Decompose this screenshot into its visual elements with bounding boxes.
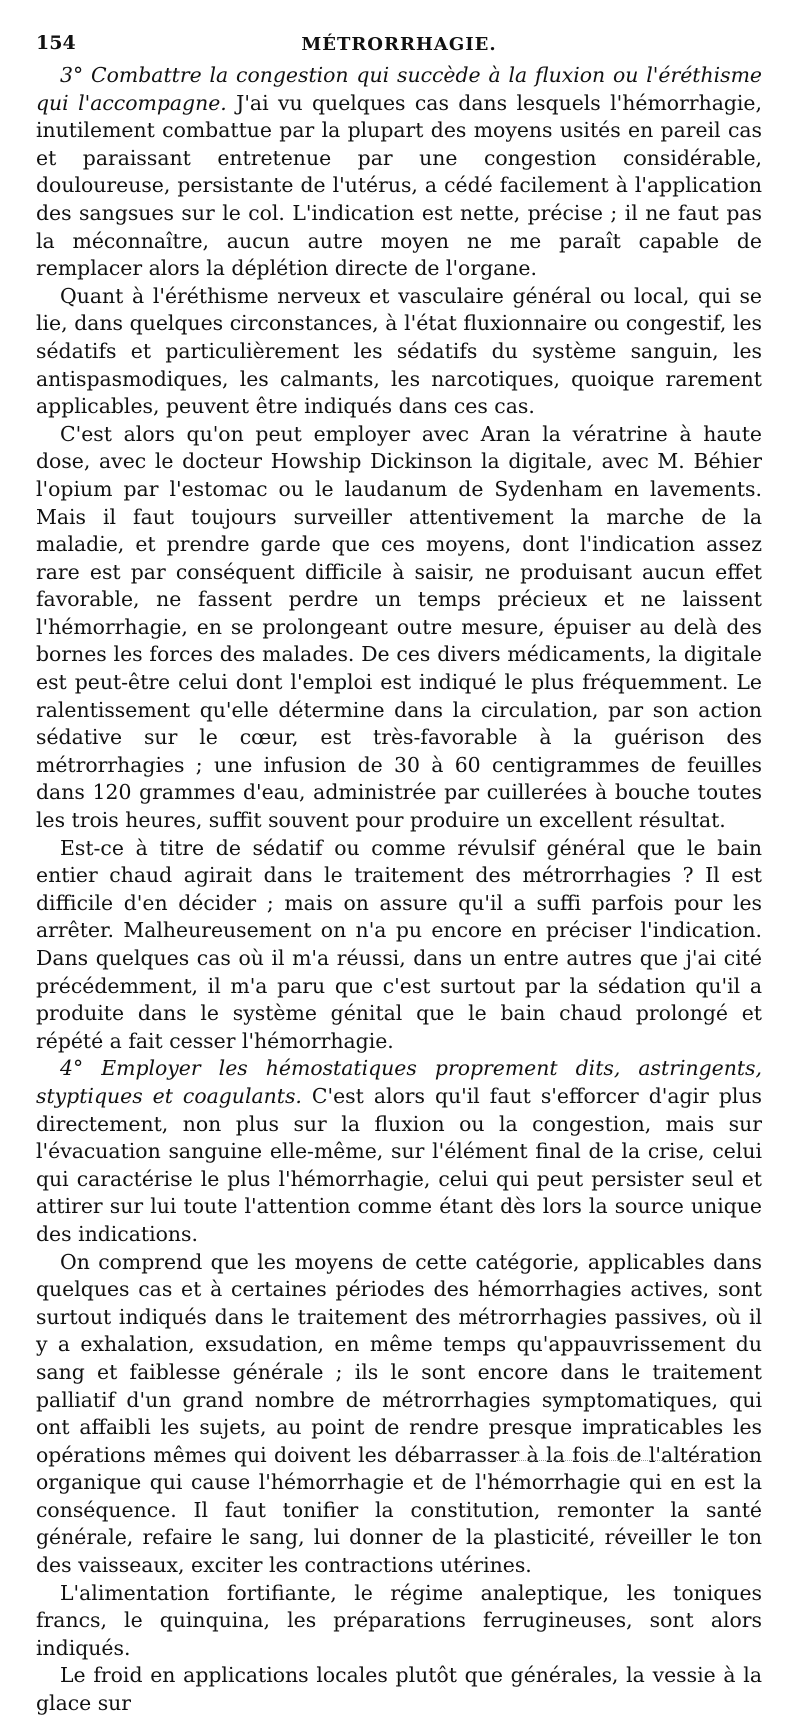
paragraph-3-text: C'est alors qu'on peut employer avec Aran la vératrine à haute dose, avec le docteur Howship Dickinson la digitale, avec M. Béhier l'opium par l'estomac ou le laudanum de Sydenham en lavements. Mais il faut toujours surveiller attentivement la marche de la maladie, et prendre garde que ces moyens, dont l'indication assez rare est par conséquent difficile à saisir, ne produisant aucun effet favorable, ne fassent perdre un temps précieux et ne laissent l'hémorrhagie, en se prolongeant outre mesure, épuiser au delà des bornes les forces des malades. De ces divers médicaments, la digitale est peut-être celui dont l'emploi est indiqué le plus fréquemment. Le ralentissement qu'elle détermine dans la circulation, par son action sédative sur le cœur, est très-favorable à la guérison des métrorrhagies ; une infusion de 30 à 60 centigrammes de feuilles dans 120 grammes d'eau, administrée par cuillerées à bouche toutes les trois heures, suffit souvent pour produire un excellent résultat. bbox=[36, 421, 762, 833]
paragraph-4 bbox=[36, 835, 762, 1056]
body-text bbox=[36, 62, 762, 1718]
paragraph-8 bbox=[36, 1662, 762, 1717]
paragraph-2 bbox=[36, 283, 762, 421]
paragraph-5-text: C'est alors qu'il faut s'efforcer d'agir plus directement, non plus sur la fluxion ou la congestion, mais sur l'évacuation sanguine elle-même, sur l'élément final de la crise, celui qui caractérise le plus l'hémorrhagie, celui qui peut persister seul et attirer sur lui toute l'attention comme étant dès lors la source unique des indications. bbox=[36, 1083, 762, 1246]
page-header bbox=[36, 28, 762, 62]
paragraph-1-lead: 3° Combattre la congestion qui succède à la fluxion ou l'éréthisme qui l'accompagne. bbox=[36, 63, 762, 115]
paragraph-3 bbox=[36, 421, 762, 835]
paragraph-7-text: L'alimentation fortifiante, le régime analeptique, les toniques francs, le quinquina, les préparations ferrugineuses, sont alors indiqués. bbox=[36, 1580, 762, 1660]
paragraph-4-text: Est-ce à titre de sédatif ou comme révulsif général que le bain entier chaud agirait dans le traitement des métrorrhagies ? Il est difficile d'en décider ; mais on assure qu'il a suffi parfois pour les arrêter. Malheureusement on n'a pu encore en préciser l'indication. Dans quelques cas où il m'a réussi, dans un entre autres que j'ai cité précédemment, il m'a paru que c'est surtout par la sédation qu'il a produite dans le système génital que le bain chaud prolongé et répété a fait cesser l'hémorrhagie. bbox=[36, 835, 762, 1053]
paragraph-8-text: Le froid en applications locales plutôt que générales, la vessie à la glace sur bbox=[36, 1663, 762, 1716]
footer-dotted-rule bbox=[480, 1460, 760, 1461]
paragraph-2-text: Quant à l'éréthisme nerveux et vasculaire général ou local, qui se lie, dans quelques circonstances, à l'état fluxionnaire ou congestif, les sédatifs et particulièrement les sédatifs du système sanguin, les antispasmodiques, les calmants, les narcotiques, quoique rarement applicables, peuvent être indiqués dans ces cas. bbox=[36, 283, 762, 419]
page-number: 154 bbox=[36, 32, 76, 54]
paragraph-5 bbox=[36, 1055, 762, 1248]
paragraph-5-lead: 4° Employer les hémostatiques proprement dits, astringents, styptiques et coagulants. bbox=[36, 1056, 762, 1108]
paragraph-6 bbox=[36, 1249, 762, 1580]
running-title: MÉTRORRHAGIE. bbox=[301, 34, 497, 55]
paragraph-6-text: On comprend que les moyens de cette catégorie, applicables dans quelques cas et à certaines périodes des hémorrhagies actives, sont surtout indiqués dans le traitement des métrorrhagies passives, où il y a exhalation, exsudation, en même temps qu'appauvrissement du sang et faiblesse générale ; ils le sont encore dans le traitement palliatif d'un grand nombre de métrorrhagies symptomatiques, qui ont affaibli les sujets, au point de rendre presque impraticables les opérations mêmes qui doivent les débarrasser à la fois de l'altération organique qui cause l'hémorrhagie et de l'hémorrhagie qui en est la conséquence. Il faut tonifier la constitution, remonter la santé générale, refaire le sang, lui donner de la plasticité, réveiller le ton des vaisseaux, exciter les contractions utérines. bbox=[36, 1249, 762, 1578]
paragraph-1-text: J'ai vu quelques cas dans lesquels l'hémorrhagie, inutilement combattue par la plupart des moyens usités en pareil cas et paraissant entretenue par une congestion considérable, douloureuse, persistante de l'utérus, a cédé facilement à l'application des sangsues sur le col. L'indication est nette, précise ; il ne faut pas la méconnaître, aucun autre moyen ne me paraît capable de remplacer alors la déplétion directe de l'organe. bbox=[36, 90, 762, 281]
paragraph-7 bbox=[36, 1580, 762, 1663]
paragraph-1 bbox=[36, 62, 762, 283]
